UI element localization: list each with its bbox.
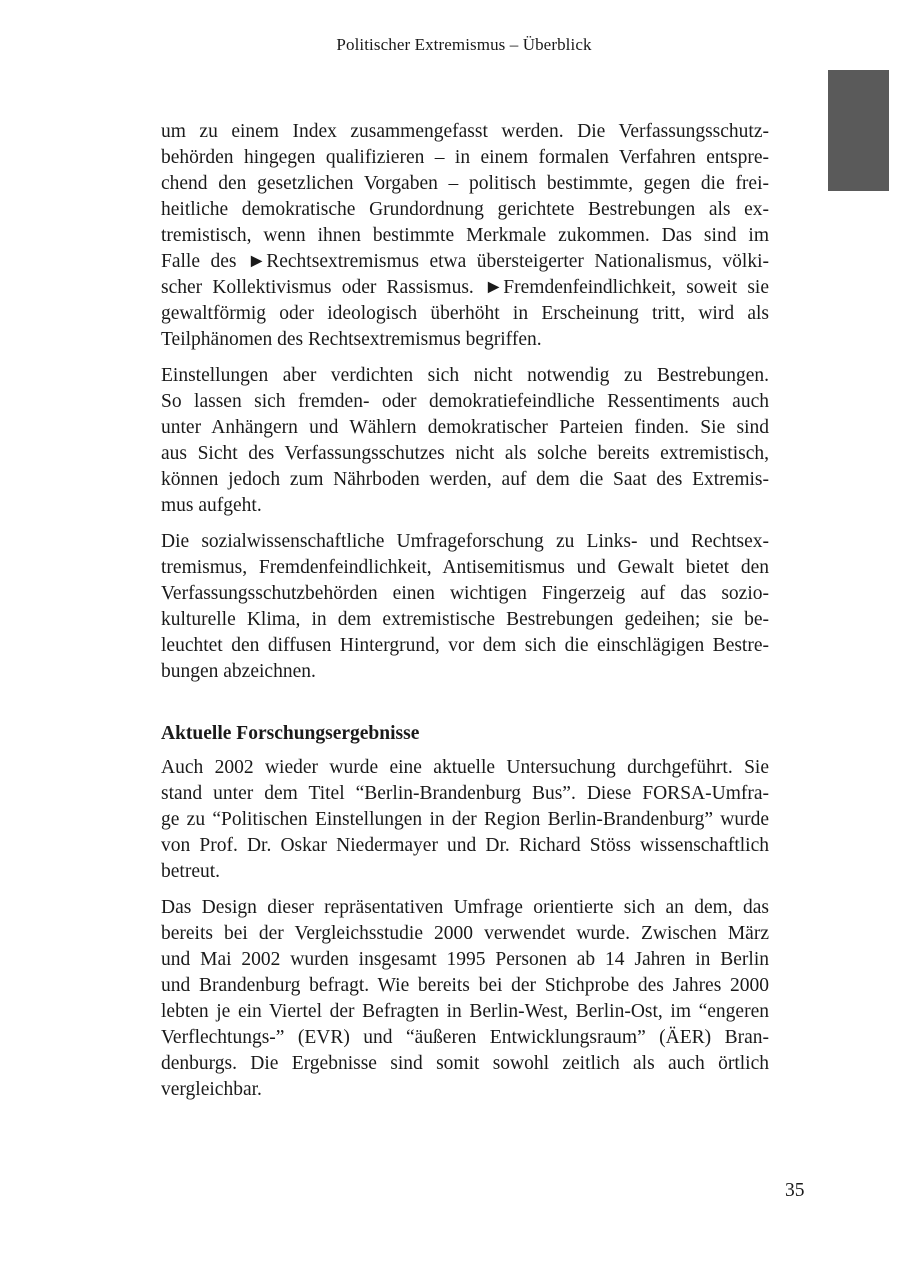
- text-line: Das Design dieser repräsentativen Umfrage orientierte sich an dem, das: [161, 897, 769, 918]
- paragraph: [161, 895, 769, 1103]
- text-line: heitliche demokratische Grundordnung gerichtete Bestrebungen als ex-: [161, 199, 769, 220]
- text-line: lebten je ein Viertel der Befragten in Berlin-West, Berlin-Ost, im “engeren: [161, 1001, 769, 1022]
- text-line: aus Sicht des Verfassungsschutzes nicht als solche bereits extremistisch,: [161, 443, 769, 464]
- text-line: chend den gesetzlichen Vorgaben – politisch bestimmte, gegen die frei-: [161, 173, 769, 194]
- paragraph: [161, 529, 769, 685]
- text-line: behörden hingegen qualifizieren – in einem formalen Verfahren entspre-: [161, 147, 769, 168]
- text-line: denburgs. Die Ergebnisse sind somit sowohl zeitlich als auch örtlich: [161, 1053, 769, 1074]
- text-line: Auch 2002 wieder wurde eine aktuelle Untersuchung durchgeführt. Sie: [161, 757, 769, 778]
- text-line: um zu einem Index zusammengefasst werden. Die Verfassungsschutz-: [161, 121, 769, 142]
- text-line: Einstellungen aber verdichten sich nicht notwendig zu Bestrebungen.: [161, 365, 769, 386]
- page-body: [161, 119, 769, 1113]
- text-line: können jedoch zum Nährboden werden, auf dem die Saat des Extremis-: [161, 469, 769, 490]
- text-line: stand unter dem Titel “Berlin-Brandenburg Bus”. Diese FORSA-Umfra-: [161, 783, 769, 804]
- running-head: Politischer Extremismus – Überblick: [336, 35, 592, 54]
- text-line: vergleichbar.: [161, 1079, 262, 1100]
- text-line: Die sozialwissenschaftliche Umfrageforschung zu Links- und Rechtsex-: [161, 531, 769, 552]
- text-line: kulturelle Klima, in dem extremistische Bestrebungen gedeihen; sie be-: [161, 609, 769, 630]
- section-heading: Aktuelle Forschungsergebnisse: [161, 723, 420, 744]
- text-line: gewaltförmig oder ideologisch überhöht in Erscheinung tritt, wird als: [161, 303, 769, 324]
- text-line: bereits bei der Vergleichsstudie 2000 verwendet wurde. Zwischen März: [161, 923, 769, 944]
- text-line: bungen abzeichnen.: [161, 661, 316, 682]
- paragraph: [161, 363, 769, 519]
- text-line: mus aufgeht.: [161, 495, 262, 516]
- paragraph: [161, 755, 769, 885]
- text-line: Falle des ►Rechtsextremismus etwa übersteigerter Nationalismus, völki-: [161, 251, 769, 272]
- text-line: ge zu “Politischen Einstellungen in der Region Berlin-Brandenburg” wurde: [161, 809, 769, 830]
- paragraph: [161, 119, 769, 353]
- text-line: unter Anhängern und Wählern demokratischer Parteien finden. Sie sind: [161, 417, 769, 438]
- chapter-tab-marker: [828, 70, 889, 191]
- text-line: und Mai 2002 wurden insgesamt 1995 Personen ab 14 Jahren in Berlin: [161, 949, 769, 970]
- text-line: leuchtet den diffusen Hintergrund, vor dem sich die einschlägigen Bestre-: [161, 635, 769, 656]
- body-text-section-1: [161, 119, 769, 685]
- text-line: So lassen sich fremden- oder demokratiefeindliche Ressentiments auch: [161, 391, 769, 412]
- text-line: und Brandenburg befragt. Wie bereits bei der Stichprobe des Jahres 2000: [161, 975, 769, 996]
- text-line: tremistisch, wenn ihnen bestimmte Merkmale zukommen. Das sind im: [161, 225, 769, 246]
- text-line: Teilphänomen des Rechtsextremismus begriffen.: [161, 329, 542, 350]
- text-line: Verflechtungs-” (EVR) und “äußeren Entwicklungsraum” (ÄER) Bran-: [161, 1027, 769, 1048]
- text-line: von Prof. Dr. Oskar Niedermayer und Dr. Richard Stöss wissenschaftlich: [161, 835, 769, 856]
- text-line: Verfassungsschutzbehörden einen wichtigen Fingerzeig auf das sozio-: [161, 583, 769, 604]
- text-line: tremismus, Fremdenfeindlichkeit, Antisemitismus und Gewalt bietet den: [161, 557, 769, 578]
- body-text-section-2: [161, 755, 769, 1103]
- text-line: betreut.: [161, 861, 221, 882]
- page-number: 35: [785, 1180, 805, 1201]
- text-line: scher Kollektivismus oder Rassismus. ►Fremdenfeindlichkeit, soweit sie: [161, 277, 769, 298]
